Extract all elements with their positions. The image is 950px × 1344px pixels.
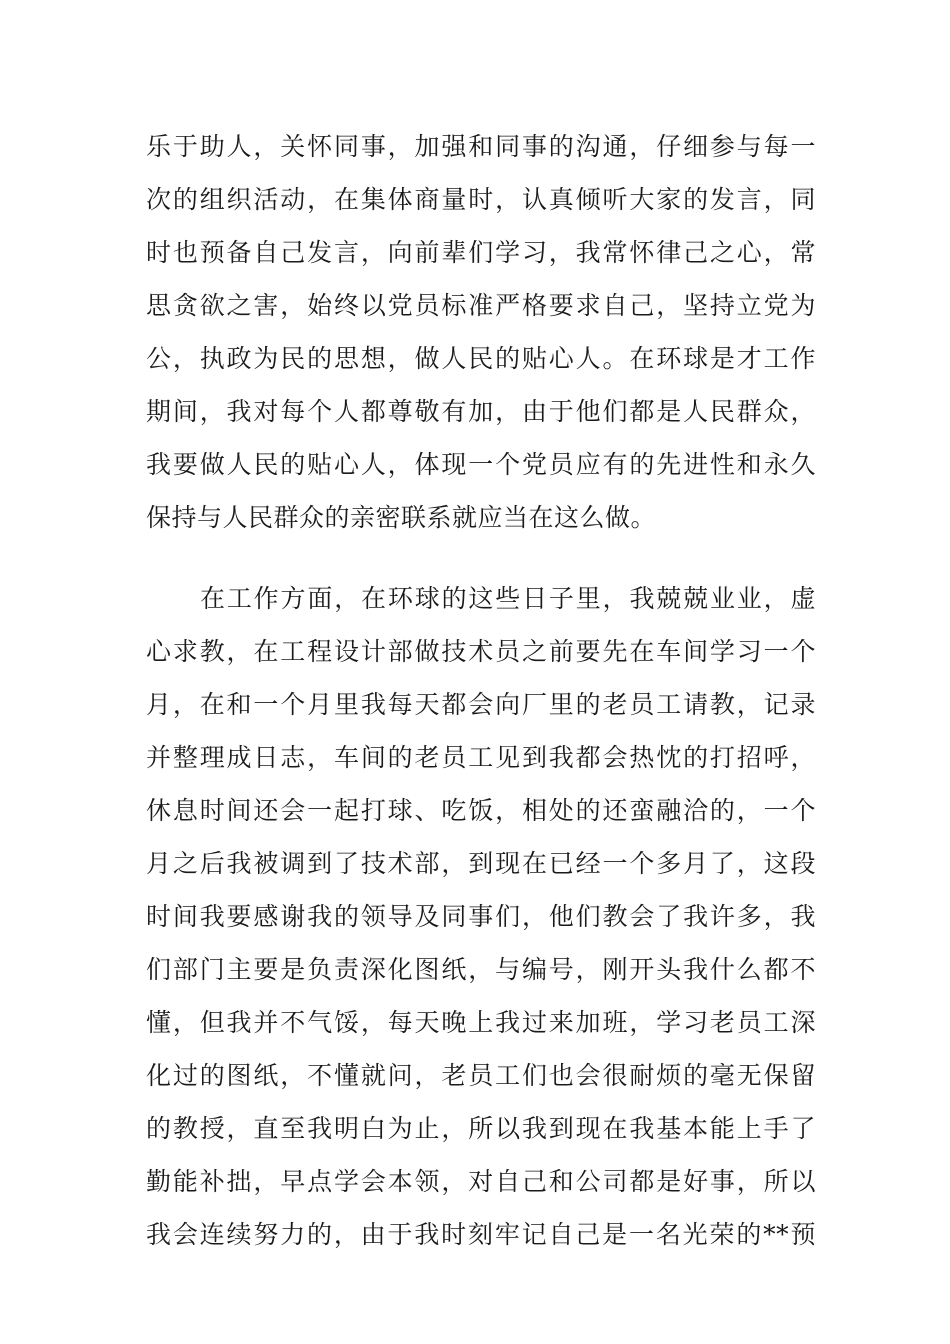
paragraph-2 [146, 572, 816, 1261]
paragraph-line: 懂，但我并不气馁，每天晚上我过来加班，学习老员工深 [146, 1008, 816, 1037]
paragraph-line: 保持与人民群众的亲密联系就应当在这么做。 [146, 503, 657, 532]
paragraph-line: 心求教，在工程设计部做技术员之前要先在车间学习一个 [146, 637, 816, 666]
paragraph-line: 并整理成日志，车间的老员工见到我都会热忱的打招呼， [146, 743, 816, 772]
paragraph-line: 公，执政为民的思想，做人民的贴心人。在环球是才工作 [146, 344, 816, 373]
paragraph-line: 们部门主要是负责深化图纸，与编号，刚开头我什么都不 [146, 955, 816, 984]
paragraph-1 [146, 120, 816, 544]
paragraph-line: 勤能补拙，早点学会本领，对自己和公司都是好事，所以 [146, 1167, 816, 1196]
paragraph-line: 月，在和一个月里我每天都会向厂里的老员工请教，记录 [146, 690, 816, 719]
paragraph-line: 化过的图纸，不懂就问，老员工们也会很耐烦的毫无保留 [146, 1061, 816, 1090]
paragraph-line: 在工作方面，在环球的这些日子里，我兢兢业业，虚 [200, 584, 816, 613]
paragraph-line: 月之后我被调到了技术部，到现在已经一个多月了，这段 [146, 849, 816, 878]
paragraph-line: 时间我要感谢我的领导及同事们，他们教会了我许多，我 [146, 902, 816, 931]
paragraph-line: 思贪欲之害，始终以党员标准严格要求自己，坚持立党为 [146, 291, 816, 320]
paragraph-line: 休息时间还会一起打球、吃饭，相处的还蛮融洽的，一个 [146, 796, 816, 825]
paragraph-line: 我要做人民的贴心人，体现一个党员应有的先进性和永久 [146, 450, 816, 479]
paragraph-line: 乐于助人，关怀同事，加强和同事的沟通，仔细参与每一 [146, 132, 816, 161]
paragraph-line: 的教授，直至我明白为止，所以我到现在我基本能上手了 [146, 1114, 816, 1143]
paragraph-line: 时也预备自己发言，向前辈们学习，我常怀律己之心，常 [146, 238, 816, 267]
paragraph-line: 期间，我对每个人都尊敬有加，由于他们都是人民群众， [146, 397, 816, 426]
paragraph-line: 我会连续努力的，由于我时刻牢记自己是一名光荣的**预 [146, 1220, 816, 1249]
paragraph-line: 次的组织活动，在集体商量时，认真倾听大家的发言，同 [146, 185, 816, 214]
